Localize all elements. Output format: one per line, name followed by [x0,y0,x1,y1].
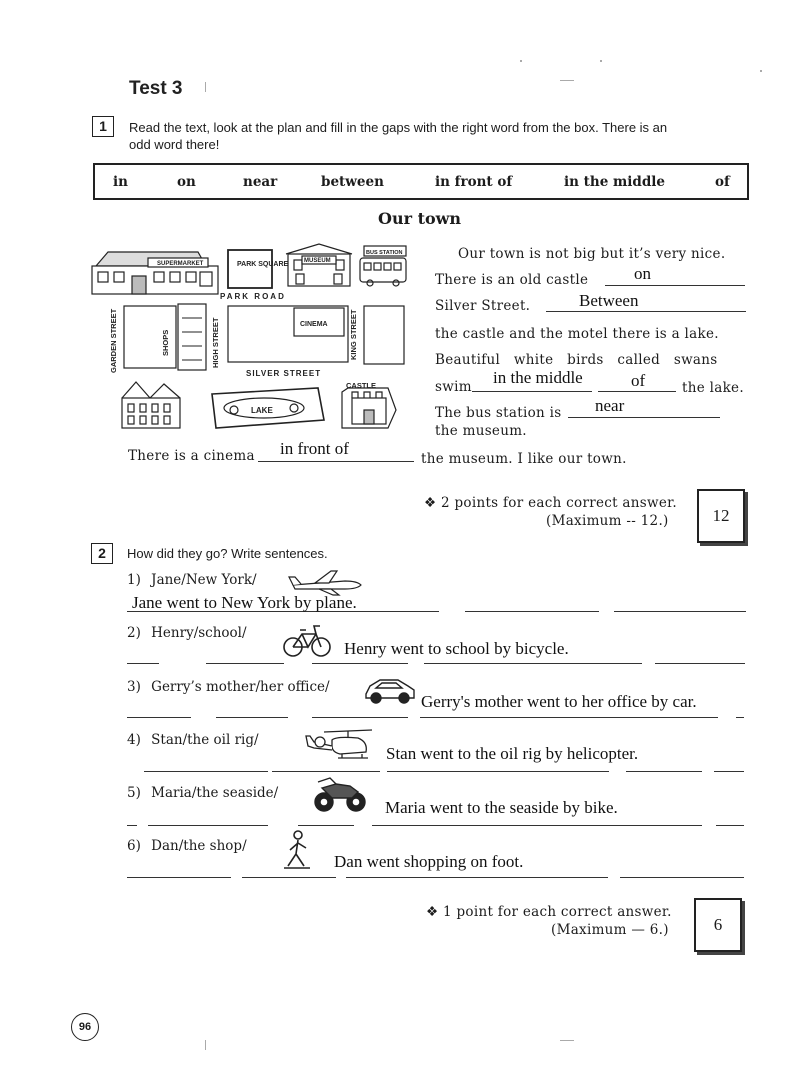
answer-5: near [595,396,625,415]
item-number: 5) [127,785,141,801]
story-heading: Our town [378,209,462,228]
map-label-castle: CASTLE [346,381,376,390]
task2-item-6 [127,838,247,854]
word-box [93,163,749,200]
task1-instruction-line2: odd word there! [129,137,220,152]
item-prompt: Gerry’s mother/her office/ [151,679,330,695]
task2-item-2 [127,625,247,641]
task2-points [426,904,672,920]
answer-3: in the middle [493,368,583,387]
task2-number: 2 [91,543,113,564]
map-label-supermarket: SUPERMARKET [157,261,204,267]
word-box-item: near [243,174,278,190]
story-line-8: the museum. [435,423,527,439]
task2-answer-2: Henry went to school by bicycle. [344,639,569,658]
map-label-park-road: PARK ROAD [220,292,286,301]
park-square-sign [228,250,272,288]
item-prompt: Stan/the oil rig/ [151,732,259,748]
story-line-5: Beautiful white birds called swans [435,352,718,368]
story-line-9a: There is a cinema [128,448,255,464]
houses-building [122,382,180,428]
diamond-bullet-icon: ❖ [424,495,437,511]
word-box-item: of [715,174,730,190]
task2-answer-4: Stan went to the oil rig by helicopter. [386,744,639,763]
answer-4: of [631,371,646,390]
map-label-bus-station: BUS STATION [366,250,403,256]
item-prompt: Jane/New York/ [151,572,257,588]
word-box-item: in the middle [564,174,665,190]
map-label-park: PARK SQUARE [237,261,289,268]
item-number: 4) [127,732,141,748]
task2-answer-6: Dan went shopping on foot. [334,852,524,871]
page-number-badge [71,1013,99,1041]
task1-score-box: 12 [697,489,745,543]
map-label-lake: LAKE [251,406,273,415]
map-label-cinema: CINEMA [300,321,328,328]
map-label-museum: MUSEUM [304,258,331,264]
task2-item-1 [127,572,257,588]
map-label-shops: SHOPS [161,329,170,356]
word-box-item: in [113,174,128,190]
museum-building [286,244,352,286]
task2-points-text: 1 point for each correct answer. [443,904,672,920]
task2-answer-1: Jane went to New York by plane. [132,593,357,612]
task2-item-4 [127,732,259,748]
item-prompt: Maria/the seaside/ [151,785,279,801]
map-label-garden-street: GARDEN STREET [109,308,118,373]
task1-maximum: (Maximum -- 12.) [546,513,669,529]
map-label-king-street: KING STREET [349,309,358,360]
motorbike-icon [312,774,368,814]
story-line-4: the castle and the motel there is a lake. [435,326,719,342]
supermarket-building [92,252,218,294]
task1-instruction [129,119,759,153]
word-box-item: in front of [435,174,513,190]
story-line-2: There is an old castle [435,272,589,288]
task2-item-3 [127,679,330,695]
item-number: 2) [127,625,141,641]
car-icon [362,672,418,706]
task2-item-5 [127,785,278,801]
task2-instruction: How did they go? Write sentences. [127,546,328,561]
task1-points-text: 2 points for each correct answer. [441,495,677,511]
answer-1: on [634,264,651,283]
bicycle-icon [282,620,332,660]
story-line-6a: swim [435,379,472,395]
map-label-high-street: HIGH STREET [211,317,220,368]
item-number: 1) [127,572,141,588]
page-number: 96 [78,1021,92,1033]
task1-points [424,495,677,511]
item-prompt: Dan/the shop/ [151,838,247,854]
task2-answer-3: Gerry's mother went to her office by car. [421,692,697,711]
map-label-silver-street: SILVER STREET [246,369,322,378]
story-line-6b: the lake. [682,380,744,396]
story-line-1: Our town is not big but it’s very nice. [458,246,726,262]
task1-number: 1 [92,116,114,137]
diamond-bullet-icon: ❖ [426,904,439,920]
item-prompt: Henry/school/ [151,625,247,641]
item-number: 3) [127,679,141,695]
task2-score-box: 6 [694,898,742,952]
story-line-9b: the museum. I like our town. [421,451,627,467]
story-line-7: The bus station is [435,405,562,421]
task1-instruction-line1: Read the text, look at the plan and fill in the gaps with the right word from the box. There is an [129,120,668,135]
story-line-3: Silver Street. [435,298,531,314]
helicopter-icon [302,726,382,768]
town-map [88,238,418,434]
task2-answer-5: Maria went to the seaside by bike. [385,798,618,817]
walking-man-icon [280,830,314,870]
task2-maximum: (Maximum — 6.) [551,922,669,938]
word-box-item: between [321,174,384,190]
answer-2: Between [579,291,639,310]
page-title: Test 3 [129,78,183,99]
castle-building [342,388,396,428]
item-number: 6) [127,838,141,854]
word-box-item: on [177,174,196,190]
answer-6: in front of [280,439,349,458]
